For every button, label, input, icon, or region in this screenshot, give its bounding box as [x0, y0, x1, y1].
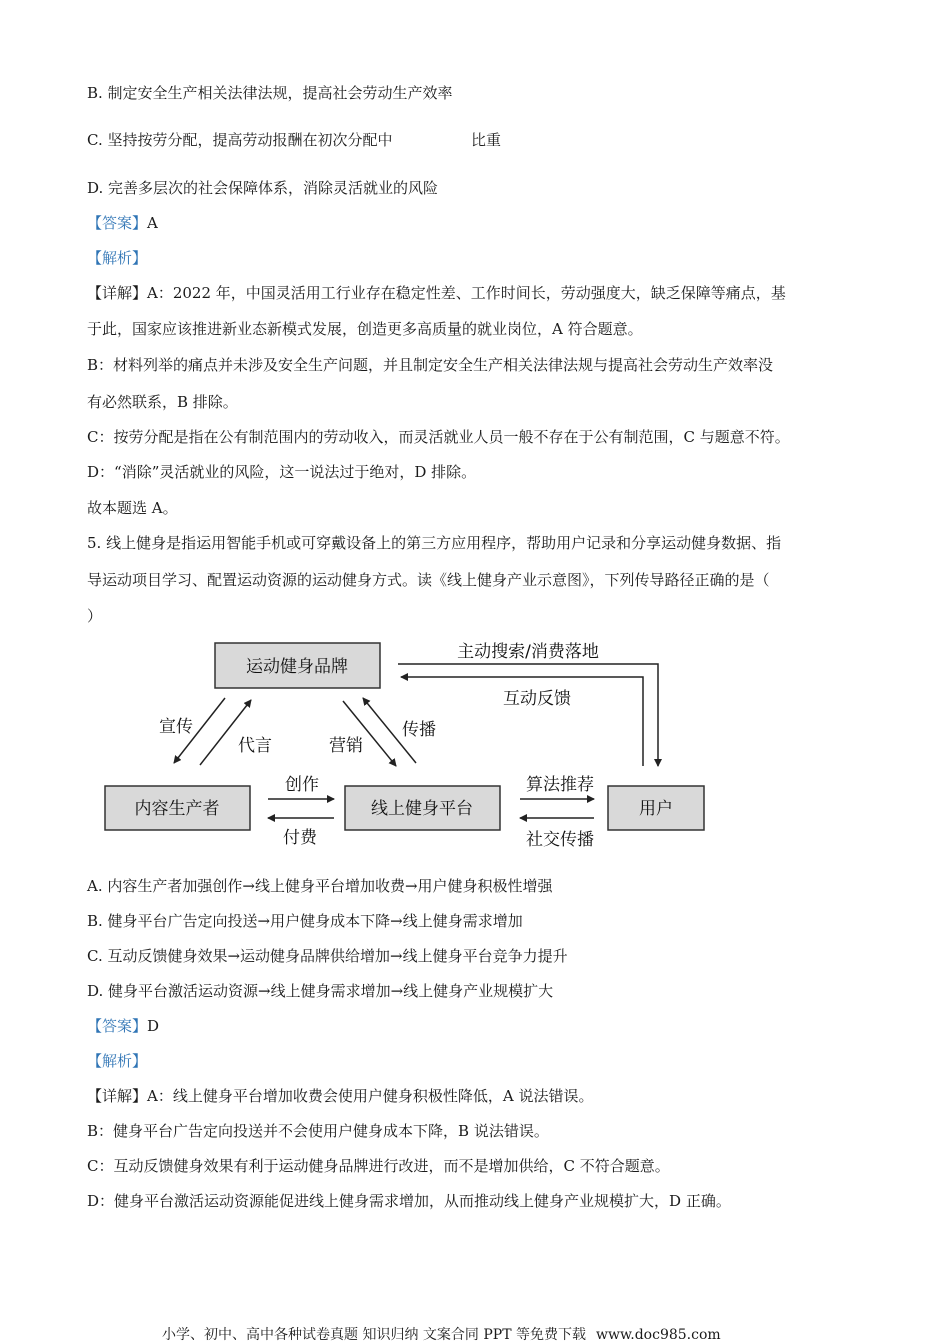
node-user	[608, 786, 704, 830]
q5-answer	[87, 1015, 159, 1036]
q5-stem: 导运动项目学习、配置运动资源的运动健身方式。读《线上健身产业示意图》，下列传导路径正确的是（	[87, 571, 770, 589]
detail-text: A：2022 年，中国灵活用工行业存在稳定性差、工作时间长，劳动强度大，缺乏保障等痛点，基	[147, 284, 786, 302]
label-spread: 传播	[402, 720, 436, 740]
detail-tag: 【详解】	[87, 1087, 148, 1105]
label-social: 社交传播	[526, 830, 594, 850]
industry-diagram	[100, 633, 720, 855]
label-pay: 付费	[283, 828, 317, 848]
answer-tag: 【答案】	[87, 214, 148, 232]
node-platform-label: 线上健身平台	[371, 799, 473, 819]
label-marketing: 营销	[329, 736, 363, 756]
q5-detail-line	[87, 1085, 593, 1106]
option-d-prev: D. 完善多层次的社会保障体系，消除灵活就业的风险	[87, 179, 439, 197]
label-promote: 宣传	[159, 717, 193, 737]
q4-detail-line: 于此，国家应该推进新业态新模式发展，创造更多高质量的就业岗位，A 符合题意。	[87, 320, 643, 338]
page-footer	[162, 1324, 721, 1344]
q4-analysis-tag: 【解析】	[87, 249, 148, 267]
node-user-label: 用户	[639, 799, 673, 819]
option-c-tail: 比重	[471, 131, 502, 149]
footer-url[interactable]: www.doc985.com	[595, 1327, 721, 1343]
q4-answer	[87, 212, 158, 233]
option-b-prev: B. 制定安全生产相关法律法规，提高社会劳动生产效率	[87, 84, 453, 102]
detail-text: A：线上健身平台增加收费会使用户健身积极性降低，A 说法错误。	[147, 1087, 594, 1105]
q5-option-a: A. 内容生产者加强创作→线上健身平台增加收费→用户健身积极性增强	[87, 877, 553, 895]
label-search: 主动搜索/消费落地	[457, 642, 599, 662]
label-feedback: 互动反馈	[503, 689, 571, 709]
node-platform	[345, 786, 500, 830]
label-algorithm: 算法推荐	[526, 775, 594, 795]
node-brand	[215, 643, 380, 688]
q5-option-b: B. 健身平台广告定向投送→用户健身成本下降→线上健身需求增加	[87, 912, 523, 930]
q4-detail-line: B：材料列举的痛点并未涉及安全生产问题，并且制定安全生产相关法律法规与提高社会劳动生产效率没	[87, 356, 774, 374]
q5-detail-line: D：健身平台激活运动资源能促进线上健身需求增加，从而推动线上健身产业规模扩大，D 正确。	[87, 1192, 731, 1210]
q5-detail-line: C：互动反馈健身效果有利于运动健身品牌进行改进，而不是增加供给，C 不符合题意。	[87, 1157, 670, 1175]
node-producer	[105, 786, 250, 830]
q5-stem: 5. 线上健身是指运用智能手机或可穿戴设备上的第三方应用程序，帮助用户记录和分享运动健身数据、指	[87, 534, 782, 552]
node-producer-label: 内容生产者	[134, 799, 220, 819]
q5-detail-line: B：健身平台广告定向投送并不会使用户健身成本下降，B 说法错误。	[87, 1122, 549, 1140]
footer-text: 小学、初中、高中各种试卷真题 知识归纳 文案合同 PPT 等免费下载	[162, 1327, 586, 1343]
label-endorse: 代言	[238, 736, 272, 756]
answer-tag: 【答案】	[87, 1017, 148, 1035]
q5-option-d: D. 健身平台激活运动资源→线上健身需求增加→线上健身产业规模扩大	[87, 982, 554, 1000]
q4-detail-line	[87, 282, 786, 303]
label-create: 创作	[285, 775, 319, 795]
option-c-prev: C. 坚持按劳分配，提高劳动报酬在初次分配中	[87, 131, 393, 149]
answer-value: A	[147, 214, 158, 232]
q5-analysis-tag: 【解析】	[87, 1052, 148, 1070]
detail-tag: 【详解】	[87, 284, 148, 302]
node-brand-label: 运动健身品牌	[246, 657, 348, 677]
q4-detail-line: D：“消除”灵活就业的风险，这一说法过于绝对，D 排除。	[87, 463, 477, 481]
q5-option-c: C. 互动反馈健身效果→运动健身品牌供给增加→线上健身平台竞争力提升	[87, 947, 568, 965]
arrow-marketing	[343, 701, 396, 766]
q4-conclusion: 故本题选 A。	[87, 499, 178, 517]
q5-stem: ）	[87, 607, 103, 625]
answer-value: D	[147, 1017, 160, 1035]
q4-detail-line: 有必然联系，B 排除。	[87, 393, 238, 411]
arrow-search	[398, 664, 658, 766]
q4-detail-line: C：按劳分配是指在公有制范围内的劳动收入，而灵活就业人员一般不存在于公有制范围，C 与题意不符。	[87, 428, 790, 446]
